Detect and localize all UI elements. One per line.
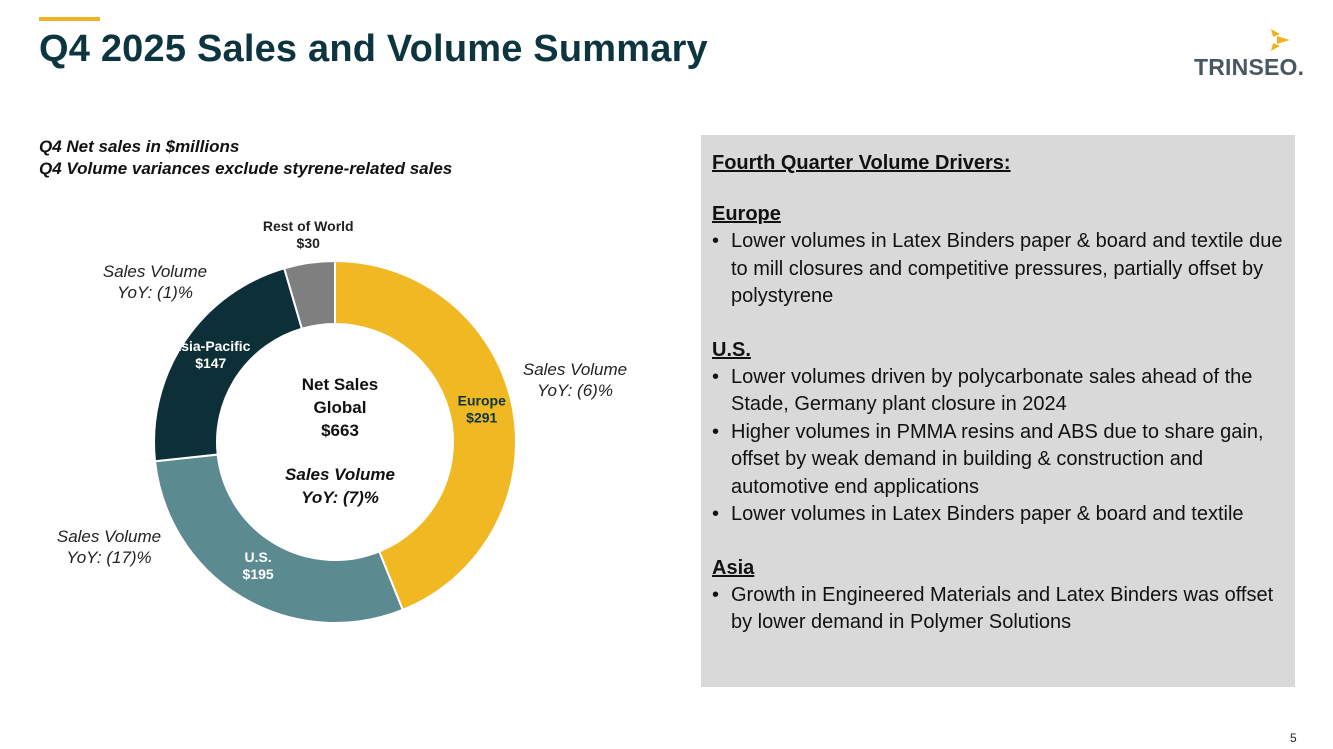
list-item: • Lower volumes in Latex Binders paper & board and textile — [712, 501, 1290, 529]
slice-label-us-value: $195 — [242, 566, 274, 583]
region-us — [712, 337, 1290, 529]
subtitle-line-1: Q4 Net sales in $millions — [39, 137, 240, 156]
list-item: • Higher volumes in PMMA resins and ABS due to share gain, offset by weak demand in building & construction and automotive end applications — [712, 419, 1290, 502]
slice-label-us-name: U.S. — [244, 549, 272, 566]
region-title-asia: Asia — [712, 556, 755, 579]
center-label-global: Global — [313, 398, 367, 417]
list-item: • Growth in Engineered Materials and Latex Binders was offset by lower demand in Polymer Solutions — [712, 582, 1290, 637]
panel-heading: Fourth Quarter Volume Drivers: — [712, 152, 1011, 174]
center-label-sales-volume: Sales Volume — [285, 465, 395, 484]
slice-label-asia-pacific-name: Asia-Pacific — [171, 337, 251, 354]
trinseo-logo — [1192, 26, 1305, 82]
center-label-volume-yoy: YoY: (7)% — [301, 488, 379, 507]
list-item: • Lower volumes driven by polycarbonate sales ahead of the Stade, Germany plant closure in 2024 — [712, 364, 1290, 419]
annotation-asia-pacific-volume — [88, 261, 222, 303]
annotation-yoy: YoY: (17)% — [66, 548, 152, 567]
center-label-net-sales: Net Sales — [301, 375, 379, 394]
page-title: Q4 2025 Sales and Volume Summary — [39, 28, 708, 70]
annotation-label: Sales Volume — [102, 262, 208, 281]
slice-label-europe-value: $291 — [466, 409, 498, 426]
logo-arrow-icon — [1268, 28, 1294, 52]
annotation-yoy: YoY: (1)% — [117, 283, 193, 302]
logo-wordmark: TRINSEO. — [1194, 54, 1305, 80]
slice-label-rest-of-world-name: Rest of World — [262, 217, 354, 234]
subtitle-line-2: Q4 Volume variances exclude styrene-related sales — [39, 159, 453, 178]
page-number: 5 — [1290, 731, 1297, 745]
annotation-label: Sales Volume — [522, 360, 628, 379]
donut-center-labels — [285, 375, 395, 507]
annotation-label: Sales Volume — [56, 527, 162, 546]
slice-label-europe-name: Europe — [457, 392, 506, 409]
donut-slices — [154, 261, 516, 623]
region-asia — [712, 555, 1290, 637]
list-item: • Lower volumes in Latex Binders paper & board and textile due to mill closures and competitive pressures, partially offset by polystyrene — [712, 228, 1290, 311]
slice-label-rest-of-world-value: $30 — [296, 234, 320, 251]
region-title-europe: Europe — [712, 203, 781, 225]
slice-label-asia-pacific-value: $147 — [195, 354, 227, 371]
region-title-us: U.S. — [712, 338, 751, 361]
volume-drivers-panel — [701, 135, 1295, 687]
center-label-total: $663 — [321, 421, 359, 440]
annotation-us-volume — [42, 526, 176, 568]
annotation-yoy: YoY: (6)% — [537, 381, 613, 400]
region-europe — [712, 201, 1290, 311]
annotation-europe-volume — [508, 359, 642, 401]
